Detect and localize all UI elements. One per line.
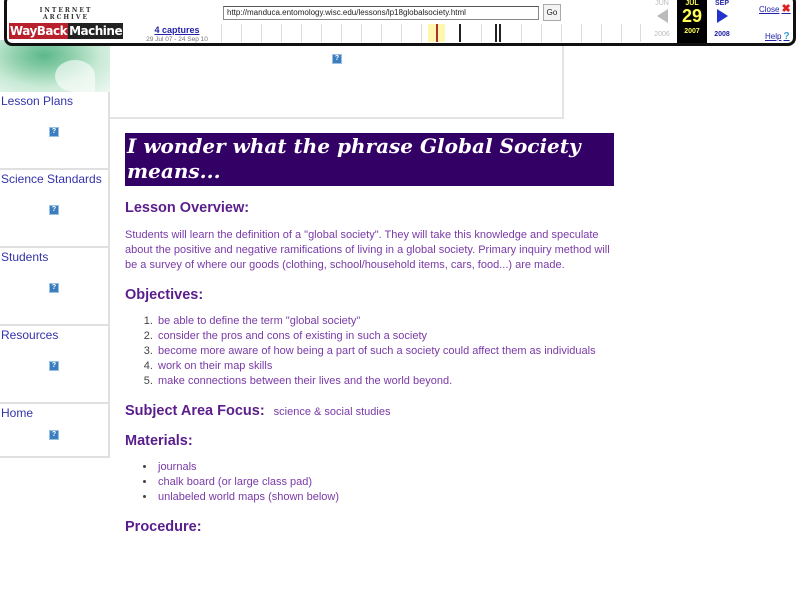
capture-mark[interactable] <box>495 24 497 42</box>
sidebar-link-lesson-plans[interactable]: Lesson Plans <box>1 94 74 108</box>
timeline-tick <box>581 24 582 42</box>
arrow-left-icon <box>657 9 668 23</box>
sidebar-nav <box>0 92 110 458</box>
close-icon: ✖ <box>781 3 791 15</box>
subject-heading: Subject Area Focus: <box>125 403 265 419</box>
timeline-tick <box>421 24 422 42</box>
material-item: • chalk board (or large class pad) <box>156 475 625 490</box>
subject-value: science & social studies <box>273 406 391 418</box>
sidebar-item-lesson-plans <box>0 92 110 170</box>
timeline-tick <box>601 24 602 42</box>
captures-info <box>137 25 217 43</box>
objectives-heading: Objectives: <box>125 287 204 303</box>
next-month: SEP <box>714 0 729 7</box>
timeline-tick <box>301 24 302 42</box>
timeline-tick <box>361 24 362 42</box>
sidebar-link-science-standards[interactable]: Science Standards <box>1 172 102 186</box>
timeline-tick <box>261 24 262 42</box>
sidebar-item-science-standards <box>0 170 110 248</box>
url-input[interactable]: http://manduca.entomology.wisc.edu/lessons/lp18globalsociety.html <box>223 6 539 20</box>
wayback-toolbar <box>4 0 796 46</box>
lesson-content <box>125 133 625 535</box>
current-capture <box>677 0 707 43</box>
sidebar-item-students <box>0 248 110 326</box>
captures-range: 29 Jul 07 - 24 Sep 10 <box>146 36 208 43</box>
broken-image-icon[interactable]: ? <box>49 127 59 137</box>
timeline-tick <box>221 24 222 42</box>
help-button[interactable] <box>765 31 790 42</box>
timeline-tick <box>381 24 382 42</box>
timeline-tick <box>241 24 242 42</box>
go-button[interactable]: Go <box>543 4 561 21</box>
sidebar-link-students[interactable]: Students <box>1 250 49 264</box>
close-label: Close <box>759 5 780 14</box>
broken-image-icon[interactable]: ? <box>49 361 59 371</box>
material-item: • journals <box>156 460 625 475</box>
internet-archive-label: INTERNET ARCHIVE <box>39 7 93 21</box>
timeline-tick <box>640 24 641 42</box>
timeline-tick <box>541 24 542 42</box>
current-year: 2007 <box>684 28 700 35</box>
sidebar-link-resources[interactable]: Resources <box>1 328 59 342</box>
close-button[interactable] <box>759 2 791 15</box>
next-capture[interactable] <box>707 0 737 43</box>
capture-mark[interactable] <box>459 24 461 42</box>
broken-image-icon[interactable]: ? <box>49 205 59 215</box>
timeline-tick <box>401 24 402 42</box>
objectives-list <box>125 314 625 389</box>
timeline-tick <box>621 24 622 42</box>
prev-capture[interactable] <box>647 0 677 43</box>
materials-list <box>125 460 625 505</box>
capture-mark-current[interactable] <box>436 24 438 42</box>
prev-year: 2006 <box>654 31 670 38</box>
wayback-machine-wordmark <box>9 23 123 39</box>
wordmark-wayback: WayBack <box>9 24 68 38</box>
sidebar-link-home[interactable]: Home <box>1 406 34 420</box>
timeline-tick <box>321 24 322 42</box>
overview-text: Students will learn the definition of a "global society". They will take this knowledge and speculate about the positive and negative ramifications of living in a global society. Primary inquiry method will be a survey of where our goods (clothing, school/household items, cars, food...) are made. <box>125 229 610 271</box>
timeline-tick <box>521 24 522 42</box>
objective-item: 4. work on their map skills <box>156 359 625 374</box>
help-label: Help <box>765 32 782 41</box>
arrow-right-icon <box>717 9 728 23</box>
timeline-tick <box>341 24 342 42</box>
objective-item: 3. become more aware of how being a part of such a society could affect them as individuals <box>156 344 625 359</box>
objective-item: 1. be able to define the term "global society" <box>156 314 625 329</box>
sidebar-item-resources <box>0 326 110 404</box>
sidebar-item-home <box>0 404 110 458</box>
wayback-logo[interactable] <box>9 7 123 38</box>
wordmark-machine: Machine <box>69 24 123 38</box>
procedure-heading: Procedure: <box>125 519 202 535</box>
capture-mark[interactable] <box>499 24 501 42</box>
prev-month: JUN <box>655 0 669 7</box>
current-month: JUL <box>685 0 699 7</box>
help-icon: ? <box>783 31 790 42</box>
overview-heading: Lesson Overview: <box>125 200 250 216</box>
broken-image-icon[interactable]: ? <box>49 430 59 440</box>
date-navigator <box>647 0 743 43</box>
materials-heading: Materials: <box>125 433 193 449</box>
material-item: • unlabeled world maps (shown below) <box>156 490 625 505</box>
timeline-tick <box>561 24 562 42</box>
timeline-tick <box>481 24 482 42</box>
objective-item: 2. consider the pros and cons of existing in such a society <box>156 329 625 344</box>
current-day: 29 <box>681 6 703 26</box>
broken-image-icon: ? <box>332 54 342 64</box>
capture-timeline[interactable] <box>221 24 641 42</box>
next-year: 2008 <box>714 31 730 38</box>
broken-image-icon[interactable]: ? <box>49 283 59 293</box>
captures-link[interactable]: 4 captures <box>154 25 200 35</box>
page-title: I wonder what the phrase Global Society means... <box>125 133 614 186</box>
subject-area-row <box>125 403 625 419</box>
timeline-tick <box>281 24 282 42</box>
objective-item: 5. make connections between their lives and the world beyond. <box>156 374 625 389</box>
header-banner-box <box>110 40 564 119</box>
leaf-header-image <box>0 40 110 92</box>
